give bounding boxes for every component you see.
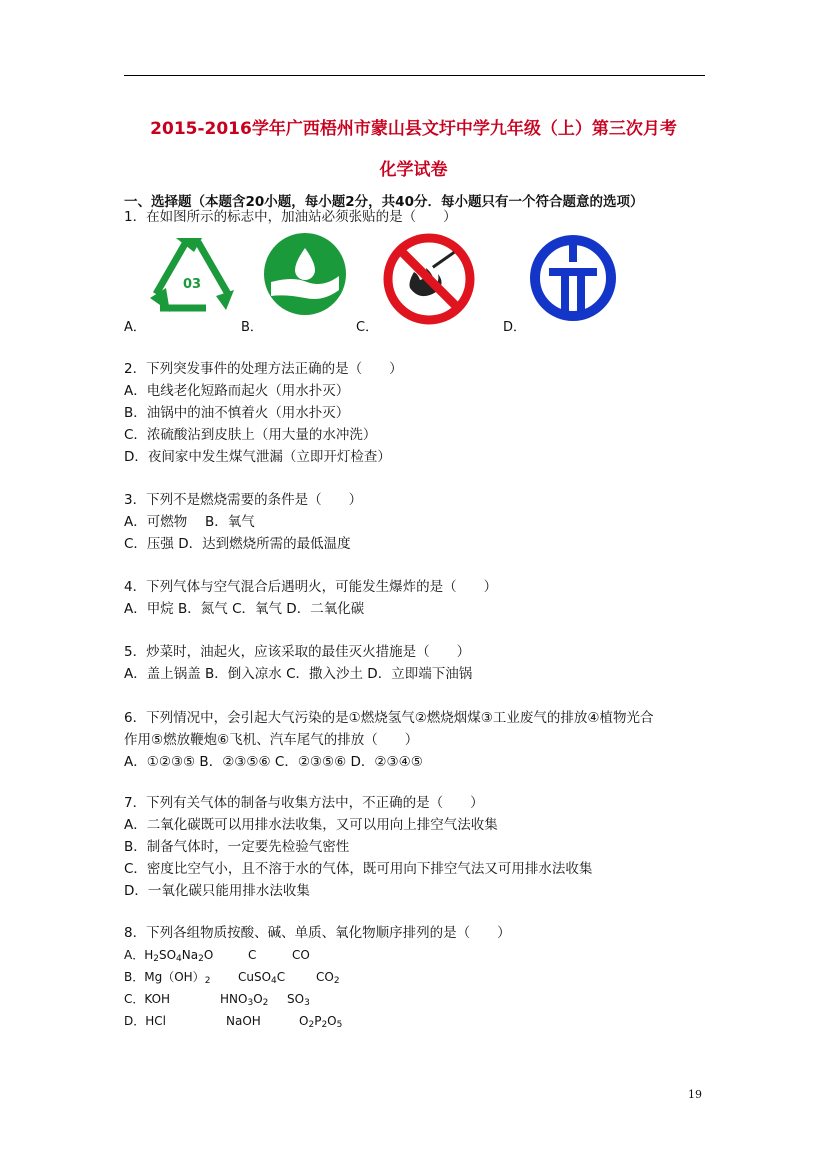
q4 [124,576,497,620]
recycle-icon [146,232,238,316]
q8-option-d: D．HCl NaOH $O_2P_2O_5$ [124,1014,343,1030]
q2-option-b: B．油锅中的油不慎着火（用水扑灭） [124,405,350,421]
q6-stem-line2: 作用⑤燃放鞭炮⑥飞机、汽车尾气的排放（ ） [124,732,419,748]
q3-options-ab: A．可燃物 B．氧气 [124,514,255,530]
q8-option-b: B．$Mg(OH)_2$ CuSO$_4$C $CO_2$ [124,970,340,986]
section-heading: 一、选择题（本题含20小题，每小题2分，共40分．每小题只有一个符合题意的选项） [124,194,644,210]
water-saving-icon [263,232,347,316]
q1-label-b: B． [241,320,263,335]
q6-stem-line1: 6．下列情况中，会引起大气污染的是①燃烧氢气②燃烧烟煤③工业废气的排放④植物光合 [124,710,654,726]
q1-label-d: D． [503,320,527,335]
q5-stem: 5．炒菜时，油起火，应该采取的最佳灭火措施是（ ） [124,644,471,660]
q1-stem: 1．在如图所示的标志中，加油站必须张贴的是（ ） [124,209,457,225]
q2-stem: 2．下列突发事件的处理方法正确的是（ ） [124,361,403,377]
q3 [124,489,362,555]
q6 [124,707,654,773]
recycle-number: 03 [182,277,202,292]
no-fire-icon [380,232,478,326]
q7 [124,792,592,902]
exam-title: 2015-2016学年广西梧州市蒙山县文圩中学九年级（上）第三次月考 [150,119,677,139]
q7-option-d: D．一氧化碳只能用排水法收集 [124,883,310,899]
railway-logo-icon [527,232,619,324]
q8-option-c: C．KOH $HNO_3O_2$ $SO_3$ [124,992,310,1008]
q2 [124,358,403,468]
q2-option-d: D．夜间家中发生煤气泄漏（立即开灯检查） [124,449,391,465]
q1-label-a: A． [124,320,146,335]
q7-option-b: B．制备气体时，一定要先检验气密性 [124,839,350,855]
q4-options: A．甲烷 B．氮气 C．氧气 D．二氧化碳 [124,601,365,617]
q6-options: A．①②③⑤ B．②③⑤⑥ C．②③⑤⑥ D．②③④⑤ [124,754,423,770]
q2-option-c: C．浓硫酸沾到皮肤上（用大量的水冲洗） [124,427,377,443]
q3-options-cd: C．压强 D．达到燃烧所需的最低温度 [124,536,351,552]
q8 [124,922,511,1032]
page-number: 19 [688,1088,702,1101]
q8-option-a: A．$H_2SO_4Na_2O$ C CO [124,948,310,964]
q3-stem: 3．下列不是燃烧需要的条件是（ ） [124,492,363,508]
q7-option-c: C．密度比空气小，且不溶于水的气体，既可用向下排空气法又可用排水法收集 [124,861,593,877]
header-rule [124,75,705,76]
q7-stem: 7．下列有关气体的制备与收集方法中，不正确的是（ ） [124,795,484,811]
exam-subtitle: 化学试卷 [379,160,448,180]
q5 [124,641,472,685]
q4-stem: 4．下列气体与空气混合后遇明火，可能发生爆炸的是（ ） [124,579,498,595]
q8-stem: 8．下列各组物质按酸、碱、单质、氧化物顺序排列的是（ ） [124,925,511,941]
q5-options: A．盖上锅盖 B．倒入凉水 C．撒入沙土 D．立即端下油锅 [124,666,473,682]
q2-option-a: A．电线老化短路而起火（用水扑灭） [124,383,350,399]
q1-label-c: C． [356,320,379,335]
q7-option-a: A．二氧化碳既可以用排水法收集，又可以用向上排空气法收集 [124,817,498,833]
